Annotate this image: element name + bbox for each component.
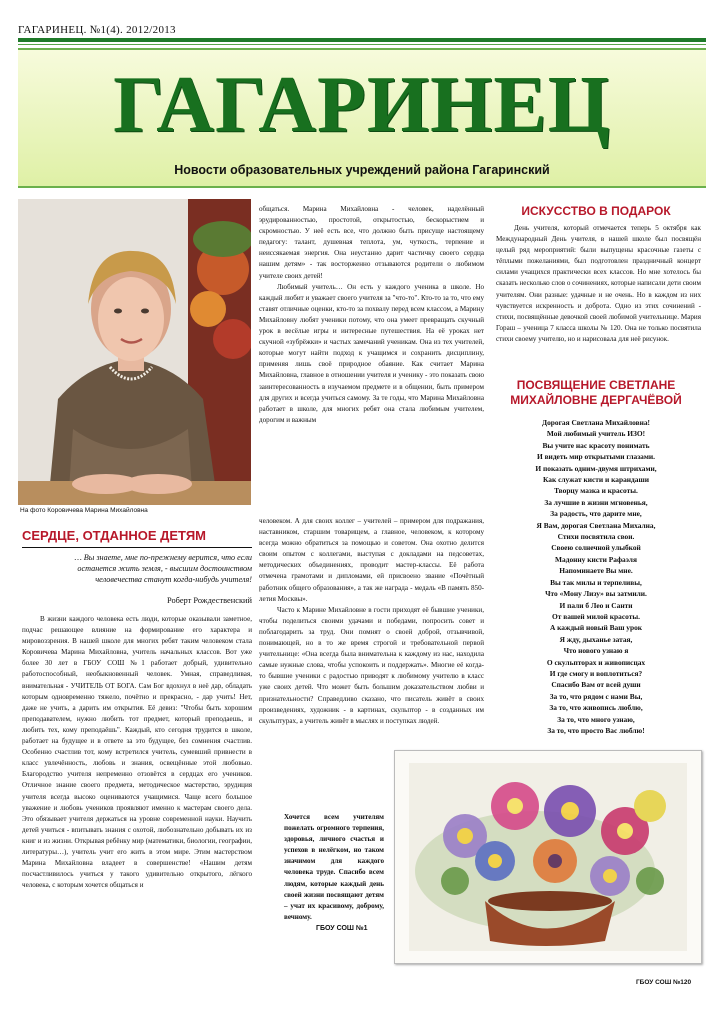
poem-line: А каждый новый Ваш урок — [549, 623, 643, 633]
header-rule — [18, 38, 706, 42]
article-heading-serdce: СЕРДЦЕ, ОТДАННОЕ ДЕТЯМ — [22, 528, 206, 543]
poem-line: За то, что рядом с нами Вы, — [549, 691, 643, 701]
epigraph: … Вы знаете, мне по-прежнему верится, что если останется жить земля, - высшим достоинством человечества станут когда-нибудь учителя! — [74, 553, 252, 584]
poem — [496, 417, 696, 736]
poem-line: Мой любимый учитель ИЗО! — [546, 429, 646, 439]
article2-paragraph: День учителя, который отмечается теперь 5 октября как Международный День учителя, в нашей школе был посвящён целый ряд мероприятий: были выпущены красочные газеты с тёплыми пожеланиями, был подготовлен праздничный концерт силами учащихся практически всех классов. Но мне хотелось бы сказать несколько слов о сочинениях, которые написали дети своим учителям. Они разные: удачные и не очень. Но в каждом из них чувствуется искренность и доброта. Одно из этих сочинений - стихи, посвящённые девочкой своей любимой учительнице. Мария Гораш – ученица 7 класса школы № 120. Она не только посвятила стихи своему учителю, но и нарисовала для неё рисунок. — [496, 224, 701, 343]
poem-line: Я жду, дыханье затая, — [559, 634, 633, 644]
article-heading-iskusstvo: ИСКУССТВО В ПОДАРОК — [521, 204, 671, 218]
header-rule-thin — [18, 44, 706, 45]
poem-line: И видеть мир открытыми глазами. — [536, 452, 656, 462]
article2-text — [496, 223, 701, 371]
poem-line: За то, что много узнаю, — [557, 714, 635, 724]
poem-line: И показать одним-двумя штрихами, — [535, 463, 657, 473]
poem-line: Напоминаете Вы мне. — [559, 566, 633, 576]
poem-line: И пали б Лео и Санти — [559, 600, 633, 610]
article1-signature: ГБОУ СОШ №1 — [316, 925, 368, 932]
article1-column2 — [259, 204, 484, 516]
article1-column1 — [22, 614, 252, 976]
heading-underline — [22, 547, 252, 548]
issue-line: ГАГАРИНЕЦ. №1(4). 2012/2013 — [18, 24, 176, 36]
poem-line: И где смогу и воплотиться? — [549, 668, 643, 678]
poem-line: О скульпторах и живописцах — [546, 657, 646, 667]
poem-line: Спасибо Вам от всей души — [551, 680, 641, 690]
newspaper-title: ГАГАРИНЕЦ — [113, 61, 611, 149]
epigraph-author: Роберт Рождественский — [167, 596, 252, 605]
poem-line: За лучшие в жизни мгновенья, — [544, 497, 648, 507]
article1-paragraph: В жизни каждого человека есть люди, которые оказывали заметное, подчас решающее влияние на формирование его характера и мировоззрения. В нашей школе для многих ребят таким человеком стала Коровичева Марина Михайловна, учитель начальных классов. Вот уже более 30 лет в ГБОУ СОШ №1 работает добрый, удивительно работоспособный, необыкновенный человек. Умная, справедливая, внимательная - УЧИТЕЛЬ ОТ БОГА. Сам Бог вдохнул в неё дар, обладать которым одновременно тяжело, почётно и прекрасно, - дар учить! Нет, даже не учить, а дарить им открытия. Её девиз: "Чтобы быть хорошим преподавателем, нужно любить тот предмет, который преподаешь, и любить тех, кому преподаёшь". Каждый, кто сегодня трудится в школе, работает на будущее и в ответе за это будущее, без сомнения счастлив. Особенно счастлив тот, кому встретился учитель, сумевший привнести в класс увлечённость, любовь и знания, освещённые этой любовью. Благородство учителя непременно отзовётся в сердцах его учеников. Отличное знание своего предмета, методическое мастерство, эрудиция учителя всегда высоко оцениваются учащимися. Чаще всего большое уважение и любовь учеников проявляют именно к мастерам своего дела. Это обязывает учителя держаться на уровне современной науки. Научить детей учиться - впитывать знания с охотой, любознательно добывать их из книг и из жизни. Открывая ребёнку мир (математики, биологии, географии, литературы…), учитель учит его жить в этом мире. Этим мастерством Марина Михайловна владеет в совершенстве! «Нашим детям посчастливилось учиться у такого удивительно открытого, лёгкого человека, с которым хочется общаться и — [22, 615, 252, 890]
pansies-painting — [394, 750, 702, 964]
closing-wishes: Хочется всем учителям пожелать огромного терпения, здоровья, личного счастья и успехов в нелёгком, но таком значимом для каждого человека труде. Спасибо всем людям, которые каждый день своей жизни посвящают детям – учат их красивому, доброму, вечному. — [284, 813, 384, 921]
newspaper-subtitle: Новости образовательных учреждений района Гагаринский — [174, 163, 550, 177]
photo-caption: На фото Коровичева Марина Михайловна — [20, 507, 148, 514]
article-heading-posvyashchenie: ПОСВЯЩЕНИЕ СВЕТЛАНЕ МИХАЙЛОВНЕ ДЕРГАЧЁВОЙ — [510, 378, 682, 407]
painting-caption: ГБОУ СОШ №120 — [636, 979, 692, 986]
poem-line: За то, что живопись люблю, — [549, 703, 643, 713]
poem-line: Что нового узнаю я — [563, 646, 629, 656]
poem-line: Что «Мону Лизу» вы затмили. — [545, 589, 647, 599]
article1-paragraph: общаться. Марина Михайловна - человек, наделённый эрудированностью, простотой, открытостью, бескорыстием и скромностью. У неё есть все, что должно быть присуще настоящему педагогу: талант, душевная теплота, ум, чуткость, терпение и неиссякаемая энергия. Она неустанно дарит частичку своего сердца нашим детям» - так восторженно отзываются родители о любимом учителе своих детей! — [259, 205, 484, 280]
teacher-portrait-photo — [18, 199, 251, 505]
poem-line: За радость, что дарите мне, — [550, 509, 642, 519]
article1-paragraph: Любимый учитель… Он есть у каждого ученика в школе. Но каждый любит и уважает своего учителя за "что-то". Кто-то за то, что ему ставят отличные оценки, кто-то за похвалу перед всем классом, а Марину Михайловну любят ученики потому, что она умеет превращать скучный урок в весёлые игры и интересные путешествия. На её уроках нет скучной «зубрёжки» и частых замечаний ученикам. Она из тех учителей, которые могут найти подход к учащимся и сохранить дисциплину, применяя лишь своё природное обаяние. Как считает Марина Михайловна, главное в отношении учителя и ученику - это показать свою заинтересованность в изучаемом предмете и в общении, быть примером для других и всегда учиться самому. За те годы, что Марина Михайловна работает в школе, для многих ребят она стала любимым учителем, дорогим и важным — [259, 282, 484, 424]
poem-line: От вашей милой красоты. — [552, 611, 640, 621]
poem-line: Мадонну кисти Рафаэля — [555, 554, 637, 564]
poem-line: Дорогая Светлана Михайловна! — [541, 418, 651, 427]
poem-line: Как служат кисти и карандаши — [543, 475, 649, 485]
poem-line: Творцу мазка и красоты. — [554, 486, 638, 496]
poem-line: Своею солнечной улыбкой — [551, 543, 641, 553]
poem-line: Стихи посвятила свои. — [557, 532, 635, 542]
poem-line: Я Вам, дорогая Светлана Михална, — [536, 520, 656, 530]
article1-paragraph: человеком. А для своих коллег – учителей – примером для подражания, наставником, старшим товарищем, а главное, человеком, к которому всегда можно обратиться за помощью и советом. Она охотно делится своим опытом с коллегами, выступая с докладами на педсоветах, методических объединениях, проводит мастер-классы. Её работа отмечена грамотами и дипломами, ей присвоено звание «Почётный работник общего образования», а так же награда - медаль «В память 850-летия Москвы». — [259, 517, 484, 603]
poem-line: Вы так милы и терпеливы, — [550, 577, 642, 587]
poem-line: Вы учите нас красоту понимать — [542, 440, 650, 450]
article1-paragraph: Часто к Марине Михайловне в гости приходят её бывшие ученики, чтобы поделиться своими удачами и победами, попросить совет и поблагодарить за труд. Они помнят о своей доброй, отзывчивой, понимающей, но в то же время строгой и требовательной первой учительнице: «Она всегда была внимательна к каждому из нас, находила самые нужные слова, чтобы успокоить и поддержать». Многие её когда-то бывшие ученики с радостью приводят к любимому учителю в класс уже своих детей. Что может быть большим доказательством любви и признательности? Справедливо сказано, что писатель живёт в своих произведениях, художник - в картинах, скульптор - в созданных им скульптурах, а учитель живёт в мыслях и поступках людей. — [259, 605, 484, 725]
poem-line: За то, что просто Вас люблю! — [547, 725, 645, 735]
